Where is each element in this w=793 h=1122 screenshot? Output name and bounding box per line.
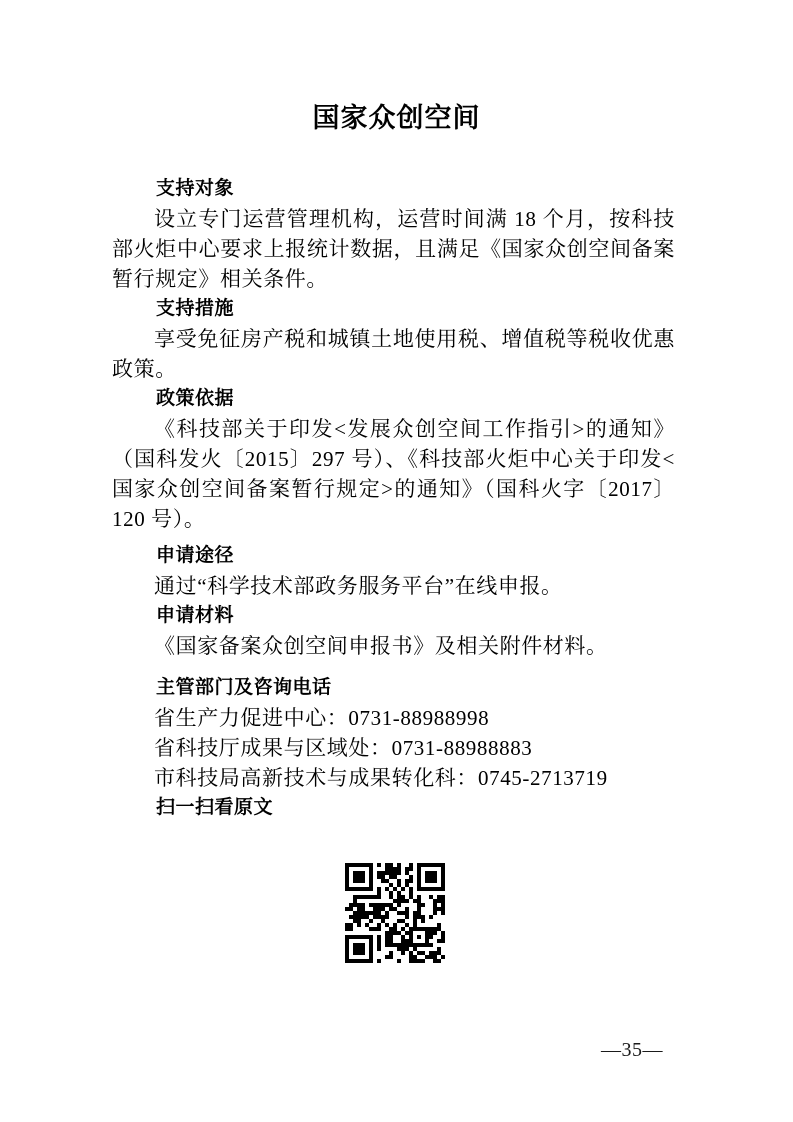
section-heading: 申请材料 (156, 605, 235, 626)
paragraph: 设立专门运营管理机构，运营时间满 18 个月，按科技部火炬中心要求上报统计数据，且满足《国家众创空间备案暂行规定》相关条件。 (112, 207, 675, 291)
paragraph: 通过“科学技术部政务服务平台”在线申报。 (154, 574, 563, 598)
page-number: —35— (601, 1039, 663, 1061)
section-dept-contacts (112, 673, 675, 793)
section-heading: 主管部门及咨询电话 (156, 677, 332, 698)
section-heading: 支持措施 (156, 298, 235, 319)
paragraph: 《科技部关于印发<发展众创空间工作指引>的通知》（国科发火〔2015〕297 号）、《科技部火炬中心关于印发<国家众创空间备案暂行规定>的通知》（国科火字〔2017〕120 号）。 (112, 417, 675, 531)
paragraph: 享受免征房产税和城镇土地使用税、增值税等税收优惠政策。 (112, 327, 675, 381)
page-title: 国家众创空间 (312, 103, 481, 133)
section-heading: 扫一扫看原文 (156, 797, 274, 818)
paragraph: 《国家备案众创空间申报书》及相关附件材料。 (154, 634, 608, 658)
section-heading: 政策依据 (156, 388, 235, 409)
section-apply-materials (112, 601, 675, 661)
section-apply-channel (112, 541, 675, 601)
document-body (112, 174, 675, 963)
phone-line: 省生产力促进中心：0731-88988998 (154, 706, 490, 730)
section-policy-basis (112, 384, 675, 534)
section-scan-original (112, 793, 675, 823)
phone-line: 市科技局高新技术与成果转化科：0745-2713719 (154, 766, 608, 790)
section-heading: 申请途径 (156, 545, 235, 566)
section-heading: 支持对象 (156, 178, 235, 199)
section-support-measures (112, 294, 675, 384)
section-support-target (112, 174, 675, 294)
qr-code (345, 863, 445, 963)
phone-line: 省科技厅成果与区域处：0731-88988883 (154, 736, 533, 760)
